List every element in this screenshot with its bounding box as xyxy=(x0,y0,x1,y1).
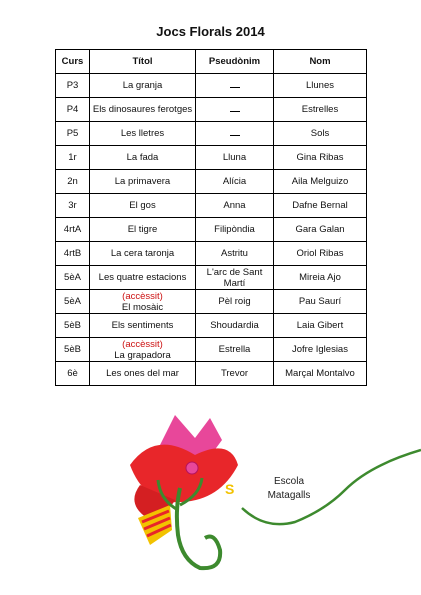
header-titol: Títol xyxy=(90,50,196,74)
table-row xyxy=(56,242,367,266)
table-row xyxy=(56,314,367,338)
cell-titol xyxy=(90,122,196,146)
page-title: Jocs Florals 2014 xyxy=(156,24,265,39)
header-curs: Curs xyxy=(56,50,90,74)
cell-nom: Laia Gibert xyxy=(274,314,367,338)
cell-titol xyxy=(90,338,196,362)
cell-titol xyxy=(90,170,196,194)
cell-titol xyxy=(90,314,196,338)
cell-curs: P3 xyxy=(56,74,90,98)
title-text: El gos xyxy=(129,200,156,211)
cell-titol xyxy=(90,218,196,242)
cell-nom: Aila Melguizo xyxy=(274,170,367,194)
table-row xyxy=(56,74,367,98)
title-text: La granja xyxy=(122,80,163,91)
title-text: Les ones del mar xyxy=(106,368,179,379)
cell-curs: 5èB xyxy=(56,314,90,338)
cell-nom: Sols xyxy=(274,122,367,146)
cell-curs: 4rtB xyxy=(56,242,90,266)
cell-titol xyxy=(90,98,196,122)
cell-nom: Oriol Ribas xyxy=(274,242,367,266)
cell-pseudonim: Filipòndia xyxy=(196,218,274,242)
cell-titol xyxy=(90,266,196,290)
cell-nom: Estrelles xyxy=(274,98,367,122)
cell-pseudonim xyxy=(196,122,274,146)
header-nom: Nom xyxy=(274,50,367,74)
table-row xyxy=(56,122,367,146)
cell-curs: P4 xyxy=(56,98,90,122)
table-row xyxy=(56,290,367,314)
flower-center xyxy=(186,462,198,474)
cell-pseudonim xyxy=(196,98,274,122)
cell-titol xyxy=(90,194,196,218)
cell-nom: Jofre Iglesias xyxy=(274,338,367,362)
cell-titol xyxy=(90,242,196,266)
table-row xyxy=(56,146,367,170)
logo-sun: S xyxy=(225,481,235,497)
cell-pseudonim: Lluna xyxy=(196,146,274,170)
header-pseudonim: Pseudònim xyxy=(196,50,274,74)
school-name-line2: Matagalls xyxy=(267,490,311,501)
cell-titol xyxy=(90,146,196,170)
cell-nom: Dafne Bernal xyxy=(274,194,367,218)
cell-curs: 5èA xyxy=(56,266,90,290)
empty-dash xyxy=(230,129,240,136)
cell-pseudonim: Pèl roig xyxy=(196,290,274,314)
cell-curs: 5èB xyxy=(56,338,90,362)
cell-nom: Marçal Montalvo xyxy=(274,362,367,386)
accessit-note: (accèssit) xyxy=(122,290,163,302)
table-row xyxy=(56,194,367,218)
empty-dash xyxy=(230,105,240,112)
cell-nom: Gara Galan xyxy=(274,218,367,242)
title-text: La grapadora xyxy=(114,349,171,361)
school-name xyxy=(254,475,324,503)
cell-curs: 2n xyxy=(56,170,90,194)
cell-pseudonim: L'arc de Sant Martí xyxy=(196,266,274,290)
school-name-line1: Escola xyxy=(273,476,304,487)
table-row xyxy=(56,362,367,386)
cell-curs: 6è xyxy=(56,362,90,386)
cell-nom: Mireia Ajo xyxy=(274,266,367,290)
table-row xyxy=(56,218,367,242)
cell-curs: 1r xyxy=(56,146,90,170)
title-text: La fada xyxy=(126,152,159,163)
title-text: El mosàic xyxy=(121,301,164,313)
cell-pseudonim: Anna xyxy=(196,194,274,218)
cell-titol xyxy=(90,362,196,386)
cell-nom: Llunes xyxy=(274,74,367,98)
title-text: Les quatre estacions xyxy=(98,272,187,283)
cell-curs: 4rtA xyxy=(56,218,90,242)
table-row xyxy=(56,338,367,362)
title-text: El tigre xyxy=(127,224,158,235)
cell-nom: Pau Saurí xyxy=(274,290,367,314)
title-text: Els dinosaures ferotges xyxy=(92,104,193,115)
cell-curs: 3r xyxy=(56,194,90,218)
cell-pseudonim: Trevor xyxy=(196,362,274,386)
cell-pseudonim: Shoudardia xyxy=(196,314,274,338)
title-text: La primavera xyxy=(114,176,171,187)
table-row xyxy=(56,266,367,290)
results-table xyxy=(55,49,367,386)
title-text: Els sentiments xyxy=(111,320,174,331)
cell-pseudonim xyxy=(196,74,274,98)
table-row xyxy=(56,98,367,122)
cell-pseudonim: Estrella xyxy=(196,338,274,362)
cell-titol xyxy=(90,290,196,314)
cell-titol xyxy=(90,74,196,98)
table-row xyxy=(56,170,367,194)
cell-pseudonim: Astritu xyxy=(196,242,274,266)
accessit-note: (accèssit) xyxy=(122,338,163,350)
cell-curs: P5 xyxy=(56,122,90,146)
title-text: La cera taronja xyxy=(110,248,175,259)
title-text: Les lletres xyxy=(120,128,165,139)
empty-dash xyxy=(230,81,240,88)
cell-pseudonim: Alícia xyxy=(196,170,274,194)
cell-curs: 5èA xyxy=(56,290,90,314)
cell-nom: Gina Ribas xyxy=(274,146,367,170)
table-header-row xyxy=(56,50,367,74)
